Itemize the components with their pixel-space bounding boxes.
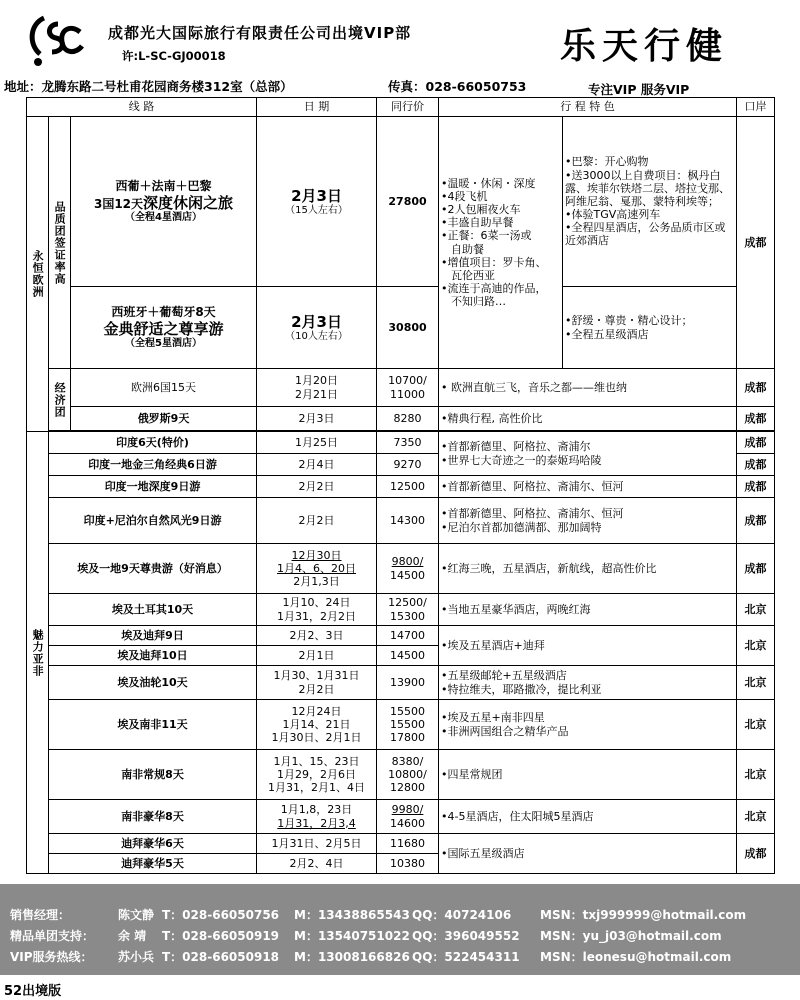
contact-msn: MSN：yu_j03@hotmail.com	[540, 929, 722, 943]
feature-item: •4-5星酒店，住太阳城5星酒店	[439, 800, 737, 834]
table-row	[27, 800, 775, 834]
tour-date: 1月31，2月2日	[277, 609, 357, 623]
tour-price: 9980/	[391, 803, 424, 817]
departure-port: 成都	[737, 544, 775, 594]
departure-port: 成都	[737, 117, 775, 369]
tour-date: 1月1、15、23日	[273, 754, 360, 768]
route-title: 金典舒适之尊享游	[103, 319, 224, 338]
tour-price: 15300	[390, 609, 426, 623]
tour-date: 1月31日、2月5日	[257, 834, 377, 854]
tour-price: 12500/	[388, 596, 427, 610]
feature-item: 自助餐	[451, 242, 485, 256]
table-row	[27, 594, 775, 626]
tour-price: 12800	[390, 781, 426, 795]
contact-qq: QQ：396049552	[412, 929, 520, 943]
contact-mobile: M：13008166826	[294, 950, 410, 964]
feature-item: •红海三晚，五星酒店，新航线，超高性价比	[439, 544, 737, 594]
departure-port: 北京	[737, 666, 775, 700]
tour-date: 1月31，2月1、4日	[268, 781, 366, 795]
route-prefix: 3国12天	[93, 196, 144, 211]
tour-price: 14500	[377, 646, 439, 666]
group-size: （10人左右）	[285, 330, 348, 342]
contact-bar	[0, 884, 800, 975]
table-row	[27, 498, 775, 544]
departure-port: 北京	[737, 594, 775, 626]
departure-port: 成都	[737, 498, 775, 544]
tour-price: 14700	[377, 626, 439, 646]
departure-port: 成都	[737, 454, 775, 476]
table-row	[27, 117, 775, 287]
route-note: （全程4星酒店）	[125, 211, 202, 223]
contact-tel: T：028-66050919	[162, 929, 280, 943]
route-name: 俄罗斯9天	[71, 407, 257, 431]
tour-date: 12月24日	[291, 704, 342, 718]
tour-date: 2月2、4日	[257, 854, 377, 874]
tour-date: 2月3日	[257, 407, 377, 431]
tour-date: 2月1日	[257, 646, 377, 666]
feature-item: •五星级邮轮+五星级酒店	[441, 669, 567, 683]
contact-qq: QQ：522454311	[412, 950, 520, 964]
header-features: 行 程 特 色	[439, 98, 737, 117]
table-row	[27, 544, 775, 594]
route-features	[563, 287, 737, 369]
contact-tel: T：028-66050756	[162, 908, 280, 922]
tour-price: 8380/	[391, 754, 424, 768]
tour-price: 8280	[377, 407, 439, 431]
tour-price: 9270	[377, 454, 439, 476]
contact-row	[0, 906, 800, 926]
group-economy: 经济团	[49, 369, 71, 431]
tour-date: 1月20日	[295, 374, 339, 388]
feature-item: • 欧洲直航三飞，音乐之都——维也纳	[439, 369, 737, 407]
tour-price: 27800	[377, 117, 439, 287]
route-name: 印度一地金三角经典6日游	[49, 454, 257, 476]
tour-date: 1月29，2月6日	[277, 767, 357, 781]
feature-item: •全程五星级酒店	[565, 327, 649, 341]
route-features	[563, 117, 737, 287]
route-name: 埃及一地9天尊贵游（好消息）	[49, 544, 257, 594]
feature-item: •巴黎：开心购物	[565, 155, 649, 169]
tour-date: 2月2日	[257, 498, 377, 544]
tour-date: 1月4、6、20日	[277, 561, 357, 575]
contact-qq: QQ：40724106	[412, 908, 512, 922]
feature-item: •首都新德里、阿格拉、斋浦尔、恒河	[441, 507, 624, 521]
route-line: 西葡＋法南＋巴黎	[115, 179, 212, 194]
departure-port: 北京	[737, 626, 775, 666]
route-title: 深度休闲之旅	[143, 193, 234, 212]
tour-price: 14600	[390, 816, 426, 830]
group-size: （15人左右）	[285, 204, 348, 216]
table-row	[27, 834, 775, 854]
route-name: 南非常规8天	[49, 750, 257, 800]
tour-date: 2月3日	[291, 186, 342, 205]
address: 地址：龙腾东路二号杜甫花园商务楼312室（总部）	[4, 79, 293, 94]
tour-price: 12500	[377, 476, 439, 498]
contact-mobile: M：13438865543	[294, 908, 410, 922]
feature-item: •埃及五星+南非四星	[441, 711, 545, 725]
region-asia-africa: 魅力亚非	[27, 432, 49, 874]
route-name: 埃及油轮10天	[49, 666, 257, 700]
feature-item: •特拉维夫，耶路撒冷，提比利亚	[441, 682, 602, 696]
table-row	[27, 750, 775, 800]
tour-date: 2月2日	[298, 682, 335, 696]
header-port: 口岸	[737, 98, 775, 117]
tour-price: 17800	[390, 731, 426, 745]
route-name: 埃及南非11天	[49, 700, 257, 750]
tour-date: 1月14、21日	[282, 717, 351, 731]
tour-price: 10380	[377, 854, 439, 874]
slogan: 乐天行健	[560, 25, 729, 67]
tour-price: 10800/	[388, 767, 427, 781]
route-name: 欧洲6国15天	[71, 369, 257, 407]
departure-port: 成都	[737, 407, 775, 431]
feature-item: •四星常规团	[439, 750, 737, 800]
tour-price: 15500	[390, 717, 426, 731]
feature-item: •首都新德里、阿格拉、斋浦尔	[441, 440, 591, 454]
table-header-row	[27, 98, 775, 117]
route-line: 西班牙＋葡萄牙8天	[111, 305, 216, 320]
departure-port: 成都	[737, 432, 775, 454]
feature-item: •当地五星豪华酒店，两晚红海	[439, 594, 737, 626]
contact-msn: MSN：txj999999@hotmail.com	[540, 908, 747, 922]
tour-date: 2月4日	[257, 454, 377, 476]
feature-item: •丰盛自助早餐	[441, 216, 514, 230]
tour-date: 1月31，2月3,4	[277, 816, 356, 830]
table-row	[27, 626, 775, 646]
tour-date: 1月1,8，23日	[280, 803, 353, 817]
feature-item: 不知归路…	[451, 295, 507, 309]
tour-table	[26, 97, 775, 874]
tour-date: 1月25日	[257, 432, 377, 454]
route-name: 迪拜豪华6天	[49, 834, 257, 854]
contact-role: 销售经理：	[10, 908, 71, 922]
contact-name: 陈文静	[118, 908, 155, 922]
departure-port: 北京	[737, 750, 775, 800]
tour-price: 13900	[377, 666, 439, 700]
tour-date: 2月21日	[295, 387, 339, 401]
feature-item: •国际五星级酒店	[439, 834, 737, 874]
license-number: 许:L-SC-GJ00018	[122, 49, 226, 63]
table-row	[27, 407, 775, 431]
departure-port: 北京	[737, 700, 775, 750]
tour-date: 2月2日	[257, 476, 377, 498]
departure-port: 北京	[737, 800, 775, 834]
contact-row	[0, 927, 800, 947]
feature-item: •增值项目：罗卡角、	[441, 255, 547, 269]
feature-item: •流连于高迪的作品，	[441, 282, 547, 296]
tour-price: 15500	[390, 704, 426, 718]
table-row	[27, 666, 775, 700]
route-name: 埃及迪拜9日	[49, 626, 257, 646]
route-features	[439, 700, 737, 750]
feature-item: •埃及五星酒店+迪拜	[439, 626, 737, 666]
tour-price: 11680	[377, 834, 439, 854]
departure-port: 成都	[737, 834, 775, 874]
shared-features	[439, 117, 563, 369]
table-row	[27, 287, 775, 369]
feature-item: •全程四星酒店，公务品质市区或近郊酒店	[565, 221, 726, 248]
route-features	[439, 498, 737, 544]
route-name: 印度一地深度9日游	[49, 476, 257, 498]
tour-price: 10700/	[388, 374, 427, 388]
company-logo-icon	[26, 10, 84, 68]
feature-item: •精典行程, 高性价比	[439, 407, 737, 431]
table-row	[27, 476, 775, 498]
tour-price: 14500	[390, 568, 426, 582]
feature-item: •2人包厢夜火车	[441, 202, 521, 216]
tour-price: 30800	[377, 287, 439, 369]
tour-date: 2月3日	[291, 312, 342, 331]
route-name: 印度+尼泊尔自然风光9日游	[49, 498, 257, 544]
group-quality: 品质团签证率高	[49, 117, 71, 369]
tour-date: 1月30日、2月1日	[271, 731, 362, 745]
shared-features	[439, 432, 737, 476]
departure-port: 成都	[737, 476, 775, 498]
tour-price: 7350	[377, 432, 439, 454]
tour-date: 2月1,3日	[293, 575, 340, 589]
feature-item: 瓦伦西亚	[451, 268, 496, 282]
contact-name: 苏小兵	[118, 950, 155, 964]
contact-role: 精品单团支持：	[10, 929, 95, 943]
feature-item: •正餐：6菜一汤或	[441, 229, 532, 243]
contact-msn: MSN：leonesu@hotmail.com	[540, 950, 732, 964]
tour-price: 11000	[390, 387, 426, 401]
route-name: 南非豪华8天	[49, 800, 257, 834]
page-number: 52出境版	[4, 984, 62, 999]
contact-name: 余 靖	[118, 929, 147, 943]
tour-date: 1月10、24日	[282, 596, 351, 610]
route-name: 印度6天(特价)	[49, 432, 257, 454]
route-name: 埃及土耳其10天	[49, 594, 257, 626]
contact-role: VIP服务热线：	[10, 950, 93, 964]
feature-item: •送3000以上自费项目：枫丹白露、埃菲尔铁塔二层、塔拉戈那、阿维尼翁、戛那、蒙特利埃等；	[565, 168, 731, 208]
route-name: 埃及迪拜10日	[49, 646, 257, 666]
feature-item: •温暖・休闲・深度	[441, 176, 536, 190]
table-row	[27, 432, 775, 454]
table-row	[27, 700, 775, 750]
feature-item: •首都新德里、阿格拉、斋浦尔、恒河	[439, 476, 737, 498]
contact-tel: T：028-66050918	[162, 950, 280, 964]
tour-price: 9800/	[391, 555, 424, 569]
tour-date: 1月30、1月31日	[273, 669, 360, 683]
feature-item: •舒缓・尊贵・精心设计；	[565, 314, 693, 328]
table-row	[27, 369, 775, 407]
tour-date: 2月2、3日	[257, 626, 377, 646]
feature-item: •世界七大奇迹之一的泰姬玛哈陵	[441, 453, 602, 467]
header-date: 日 期	[257, 98, 377, 117]
feature-item: •尼泊尔首都加德满都、那加阔特	[441, 520, 602, 534]
contact-row	[0, 948, 800, 968]
feature-item: •非洲两国组合之精华产品	[441, 724, 569, 738]
company-name: 成都光大国际旅行有限责任公司出境VIP部	[108, 24, 412, 42]
route-features	[439, 666, 737, 700]
feature-item: •体验TGV高速列车	[565, 208, 661, 222]
header-route: 线 路	[27, 98, 257, 117]
motto: 专注VIP 服务VIP	[588, 82, 690, 97]
departure-port: 成都	[737, 369, 775, 407]
tour-date: 12月30日	[291, 548, 342, 562]
fax-number: 传真：028-66050753	[388, 79, 527, 94]
feature-item: •4段飞机	[441, 189, 488, 203]
region-europe: 永恒欧洲	[27, 117, 49, 432]
header-price: 同行价	[377, 98, 439, 117]
contact-mobile: M：13540751022	[294, 929, 410, 943]
tour-price: 14300	[377, 498, 439, 544]
route-name: 迪拜豪华5天	[49, 854, 257, 874]
route-note: （全程5星酒店）	[125, 337, 202, 349]
